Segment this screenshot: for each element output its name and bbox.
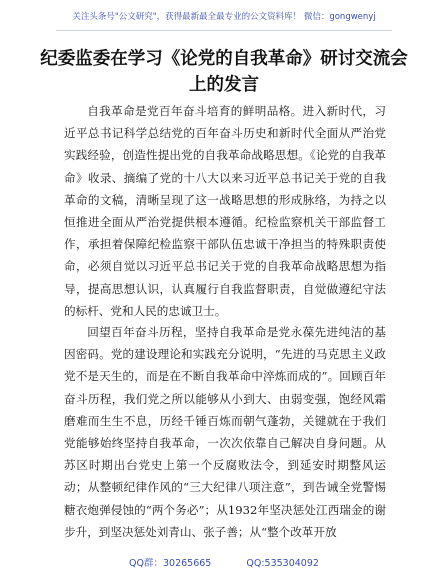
footer bbox=[0, 555, 448, 569]
body-paragraph: 自我革命是党百年奋斗培育的鲜明品格。进入新时代，习近平总书记科学总结党的百年奋斗历史和新时代全面从严治党实践经验，创造性提出党的自我革命战略思想。《论党的自我革命》收录、摘编了党的十八大以来习近平总书记关于党的自我革命的文稿，清晰呈现了这一战略思想的形成脉络，为持之以恒推进全面从严治党提供根本遵循。纪检监察机关干部监督工作，承担着保障纪检监察干部队伍忠诚干净担当的特殊职责使命，必须自觉以习近平总书记关于党的自我革命战略思想为指导，提高思想认识，认真履行自我监督职责，自觉做遵纪守法的标杆、党和人民的忠诚卫士。 bbox=[64, 104, 386, 318]
footer-qq: QQ:535304092 bbox=[246, 558, 319, 569]
footer-qq-group: QQ群：30265665 bbox=[129, 558, 212, 569]
header-note: 关注头条号"公文研究"，获得最新最全最专业的公文资料库！ 微信：gongwenyj bbox=[72, 12, 376, 22]
header-divider bbox=[56, 30, 392, 31]
body-paragraph: 回望百年奋斗历程，坚持自我革命是党永葆先进纯洁的基因密码。党的建设理论和实践充分说明，“先进的马克思主义政党不是天生的，而是在不断自我革命中淬炼而成的”。回顾百年奋斗历程，我们党之所以能够从小到大、由弱变强，饱经风霜磨难而生生不息，历经千锤百炼而朝气蓬勃，关键就在于我们党能够始终坚持自我革命，一次次依靠自己解决自身问题。从苏区时期出台党史上第一个反腐败法令，到延安时期整风运动；从整顿纪律作风的“三大纪律八项注意”，到告诫全党警惕糖衣炮弹侵蚀的“两个务必”；从1932年坚决惩处江西瑞金的谢步升，到坚决惩处刘青山、张子善；从“整个改革开放 bbox=[64, 325, 386, 539]
document-title: 纪委监委在学习《论党的自我革命》研讨交流会上的发言 bbox=[40, 49, 408, 95]
